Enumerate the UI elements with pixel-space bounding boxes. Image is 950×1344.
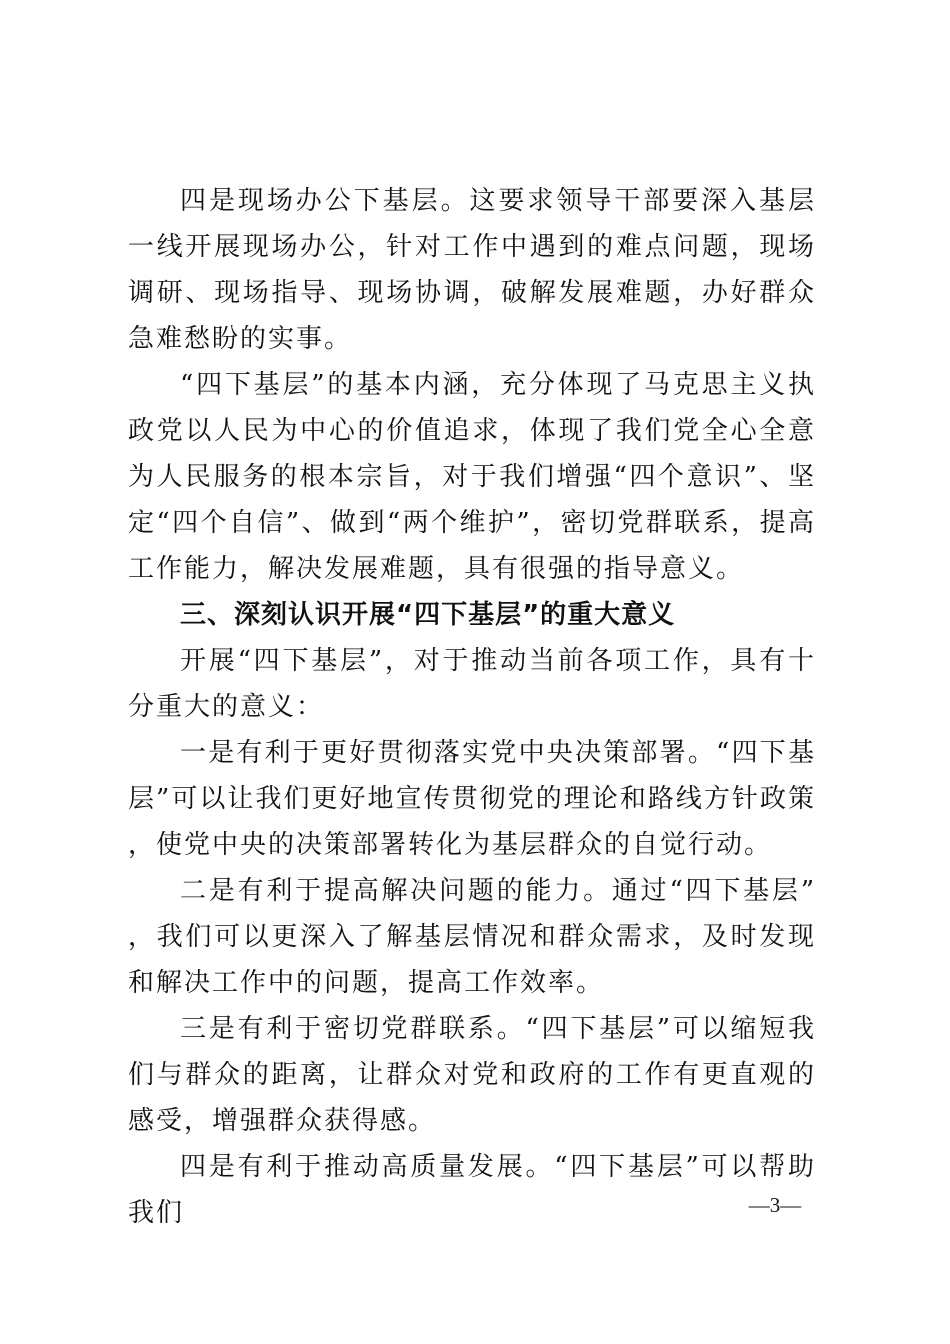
paragraph-point-one: 一是有利于更好贯彻落实党中央决策部署。“四下基层”可以让我们更好地宣传贯彻党的理论和路线方针政策，使党中央的决策部署转化为基层群众的自觉行动。 — [128, 738, 816, 860]
page-number: —3— — [748, 1193, 802, 1217]
paragraph-point-two: 二是有利于提高解决问题的能力。通过“四下基层”，我们可以更深入了解基层情况和群众需求，及时发现和解决工作中的问题，提高工作效率。 — [128, 876, 816, 998]
section-heading: 三、深刻认识开展“四下基层”的重大意义 — [180, 600, 676, 630]
paragraph-significance-intro: 开展“四下基层”，对于推动当前各项工作，具有十分重大的意义： — [128, 646, 816, 722]
body-text — [128, 178, 816, 1236]
paragraph-basic-connotation: “四下基层”的基本内涵，充分体现了马克思主义执政党以人民为中心的价值追求，体现了我们党全心全意为人民服务的根本宗旨，对于我们增强“四个意识”、坚定“四个自信”、做到“两个维护”，密切党群联系，提高工作能力，解决发展难题，具有很强的指导意义。 — [128, 370, 816, 584]
paragraph-field-office: 四是现场办公下基层。这要求领导干部要深入基层一线开展现场办公，针对工作中遇到的难点问题，现场调研、现场指导、现场协调，破解发展难题，办好群众急难愁盼的实事。 — [128, 186, 816, 354]
paragraph-point-four: 四是有利于推动高质量发展。“四下基层”可以帮助我们 — [128, 1152, 816, 1228]
paragraph-point-three: 三是有利于密切党群联系。“四下基层”可以缩短我们与群众的距离，让群众对党和政府的工作有更直观的感受，增强群众获得感。 — [128, 1014, 816, 1136]
